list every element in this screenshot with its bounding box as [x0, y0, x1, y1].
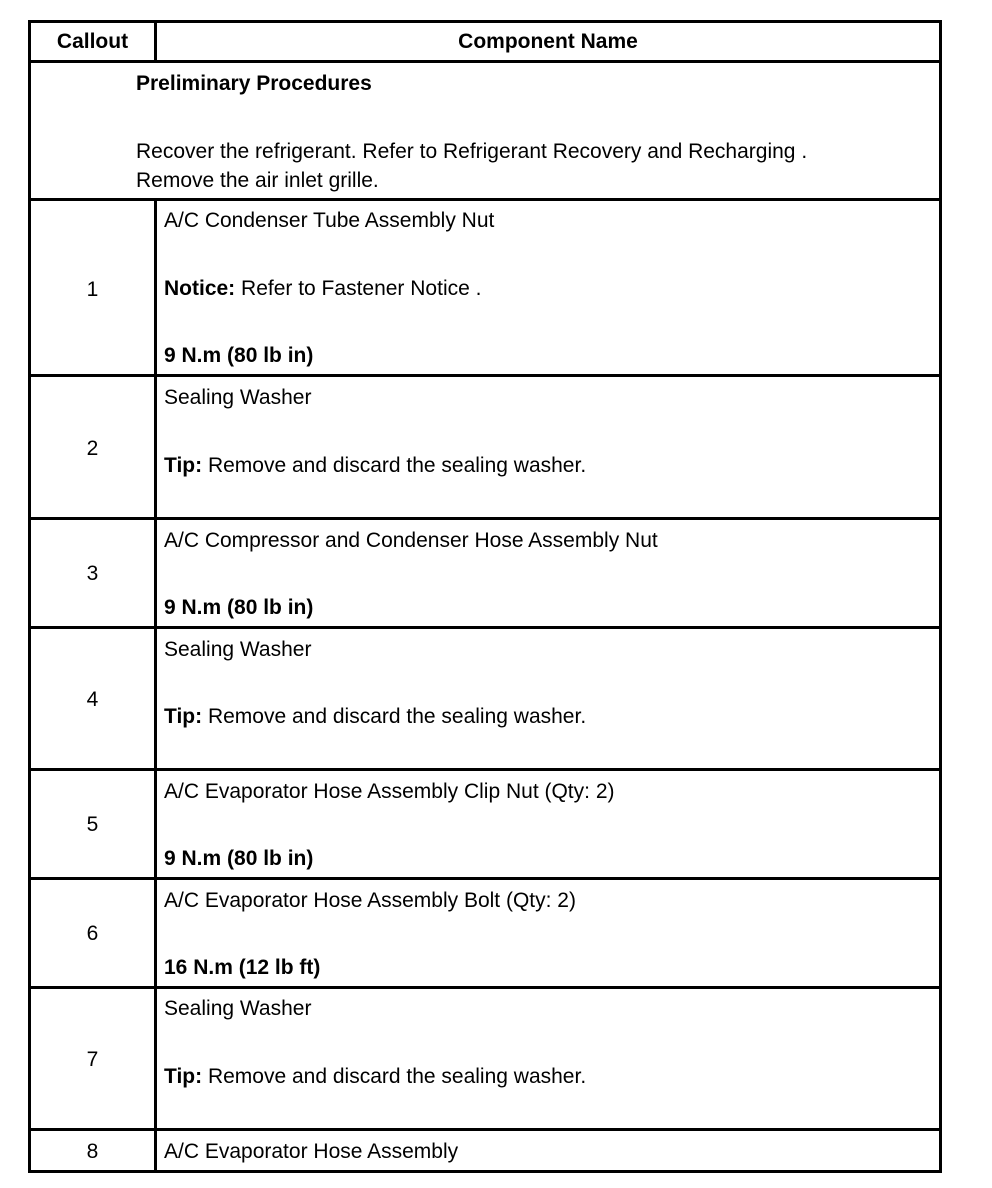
tip-text: Remove and discard the sealing washer.: [202, 705, 587, 728]
component-name: Sealing Washer: [164, 997, 312, 1020]
callout-number: 7: [86, 1048, 99, 1071]
callout-number: 6: [86, 922, 99, 945]
tip-label: Tip:: [164, 454, 203, 477]
row-divider: [28, 768, 942, 771]
component-name: A/C Evaporator Hose Assembly: [164, 1140, 459, 1163]
component-name: A/C Compressor and Condenser Hose Assembly Nut: [164, 529, 658, 552]
component-name: Sealing Washer: [164, 386, 312, 409]
tip-text: Remove and discard the sealing washer.: [202, 454, 587, 477]
component-name: A/C Evaporator Hose Assembly Clip Nut (Qty: 2): [164, 780, 615, 803]
preliminary-title: Preliminary Procedures: [136, 72, 372, 95]
tip-text: Remove and discard the sealing washer.: [202, 1065, 587, 1088]
row-divider: [28, 374, 942, 377]
row-divider: [28, 877, 942, 880]
row-divider: [28, 626, 942, 629]
torque-spec: 9 N.m (80 lb in): [164, 596, 314, 619]
row-divider: [28, 1128, 942, 1131]
notice-text: Refer to Fastener Notice .: [235, 277, 482, 300]
torque-spec: 9 N.m (80 lb in): [164, 847, 314, 870]
tip-label: Tip:: [164, 705, 203, 728]
notice-label: Notice:: [164, 277, 236, 300]
notice-line: [164, 276, 481, 302]
column-divider: [154, 198, 157, 1173]
component-name: Sealing Washer: [164, 638, 312, 661]
callout-number: 5: [86, 813, 99, 836]
torque-spec: 16 N.m (12 lb ft): [164, 956, 321, 979]
row-divider: [28, 198, 942, 201]
header-callout: Callout: [56, 30, 129, 53]
tip-line: [164, 453, 586, 479]
callout-number: 1: [86, 278, 99, 301]
callout-number: 2: [86, 437, 99, 460]
preliminary-line: Recover the refrigerant. Refer to Refrigerant Recovery and Recharging .: [136, 140, 808, 163]
preliminary-line: Remove the air inlet grille.: [136, 169, 379, 192]
header-component-name: Component Name: [458, 30, 638, 53]
torque-spec: 9 N.m (80 lb in): [164, 344, 314, 367]
row-divider: [28, 517, 942, 520]
tip-label: Tip:: [164, 1065, 203, 1088]
component-name: A/C Condenser Tube Assembly Nut: [164, 209, 495, 232]
callout-number: 4: [86, 688, 99, 711]
row-divider: [28, 986, 942, 989]
tip-line: [164, 1064, 586, 1090]
callout-number: 8: [86, 1140, 99, 1163]
callout-number: 3: [86, 562, 99, 585]
tip-line: [164, 704, 586, 730]
component-name: A/C Evaporator Hose Assembly Bolt (Qty: 2): [164, 889, 576, 912]
header-divider: [28, 60, 942, 63]
